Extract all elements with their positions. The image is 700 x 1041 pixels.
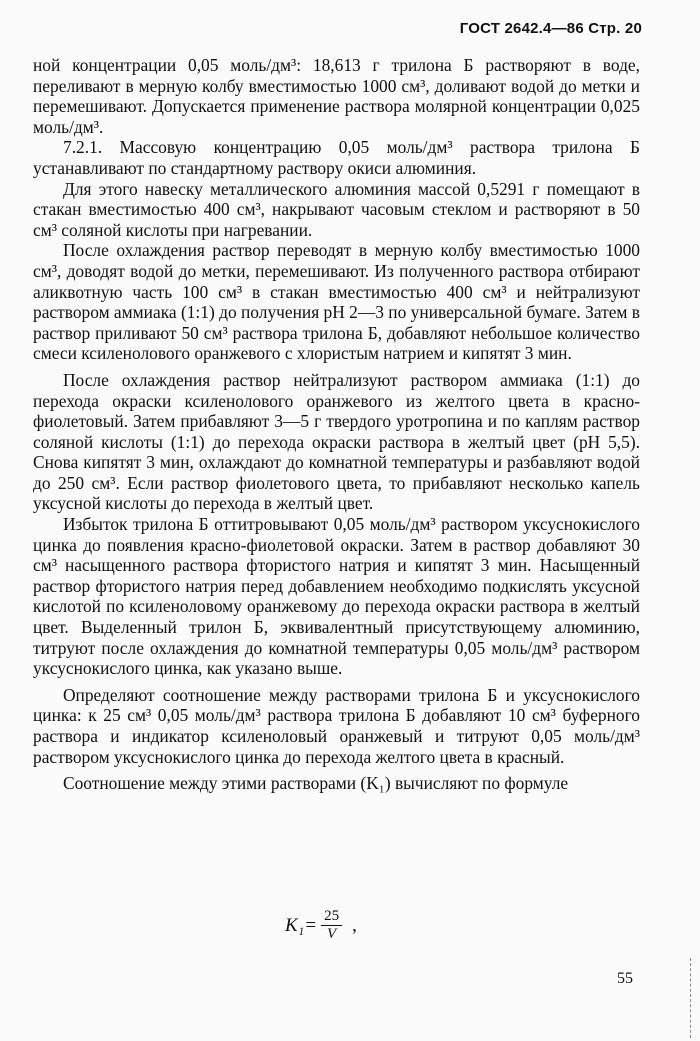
formula-trail: ,	[352, 914, 357, 936]
formula-numerator: 25	[321, 908, 342, 926]
page-number: 55	[617, 970, 633, 987]
body-text	[33, 55, 640, 794]
paragraph: 7.2.1. Массовую концентрацию 0,05 моль/дм³ раствора трилона Б устанавливают по стандартному раствору окиси алюминия.	[33, 137, 640, 178]
formula-denominator: V	[327, 926, 337, 942]
scan-edge-mark	[690, 958, 693, 1038]
formula	[285, 908, 357, 943]
paragraph: ной концентрации 0,05 моль/дм³: 18,613 г трилона Б растворяют в воде, переливают в мерную колбу вместимостью 1000 см³, доливают водой до метки и перемешивают. Допускается применение раствора молярной концентрации 0,025 моль/дм³.	[33, 55, 640, 137]
paragraph: После охлаждения раствор нейтрализуют раствором аммиака (1:1) до перехода окраски ксиленолового оранжевого из желтого цвета в красно-фиолетовый. Затем прибавляют 3—5 г твердого уротропина и по каплям раствор соляной кислоты (1:1) до перехода окраски раствора в желтый цвет (pH 5,5). Снова кипятят 3 мин, охлаждают до комнатной температуры и разбавляют водой до 250 см³. Если раствор фиолетового цвета, то прибавляют несколько капель уксусной кислоты до перехода в желтый цвет.	[33, 369, 640, 514]
paragraph: Для этого навеску металлического алюминия массой 0,5291 г помещают в стакан вместимостью 400 см³, накрывают часовым стеклом и растворяют в 50 см³ соляной кислоты при нагревании.	[33, 178, 640, 240]
paragraph: Соотношение между этими растворами (K₁) вычисляют по формуле	[63, 773, 569, 794]
paragraph: После охлаждения раствор переводят в мерную колбу вместимостью 1000 см³, доводят водой до метки, перемешивают. Из полученного раствора отбирают аликвотную часть 100 см³ в стакан вместимостью 400 см³ и нейтрализуют раствором аммиака (1:1) до получения pH 2—3 по универсальной бумаге. Затем в раствор приливают 50 см³ раствора трилона Б, добавляют небольшое количество смеси ксиленолового оранжевого с хлористым натрием и кипятят 3 мин.	[33, 240, 640, 364]
page-header: ГОСТ 2642.4—86 Стр. 20	[459, 20, 642, 37]
paragraph: Избыток трилона Б оттитровывают 0,05 моль/дм³ раствором уксуснокислого цинка до появления красно-фиолетовой окраски. Затем в раствор добавляют 30 см³ насыщенного раствора фтористого натрия и кипятят 3 мин. Насыщенный раствор фтористого натрия перед добавлением необходимо подкислять уксусной кислотой по ксиленоловому оранжевому до перехода окраски раствора в желтый цвет. Выделенный трилон Б, эквивалентный присутствующему алюминию, титруют после охлаждения до комнатной температуры 0,05 моль/дм³ раствором уксуснокислого цинка, как указано выше.	[33, 514, 640, 679]
paragraph: Определяют соотношение между растворами трилона Б и уксуснокислого цинка: к 25 см³ 0,05 моль/дм³ раствора трилона Б добавляют 10 см³ буферного раствора и индикатор ксиленоловый оранжевый и титруют 0,05 моль/дм³ раствором уксуснокислого цинка до перехода желтого цвета в красный.	[33, 684, 640, 767]
formula-fraction	[321, 908, 342, 943]
formula-lhs: K₁=	[285, 914, 318, 936]
